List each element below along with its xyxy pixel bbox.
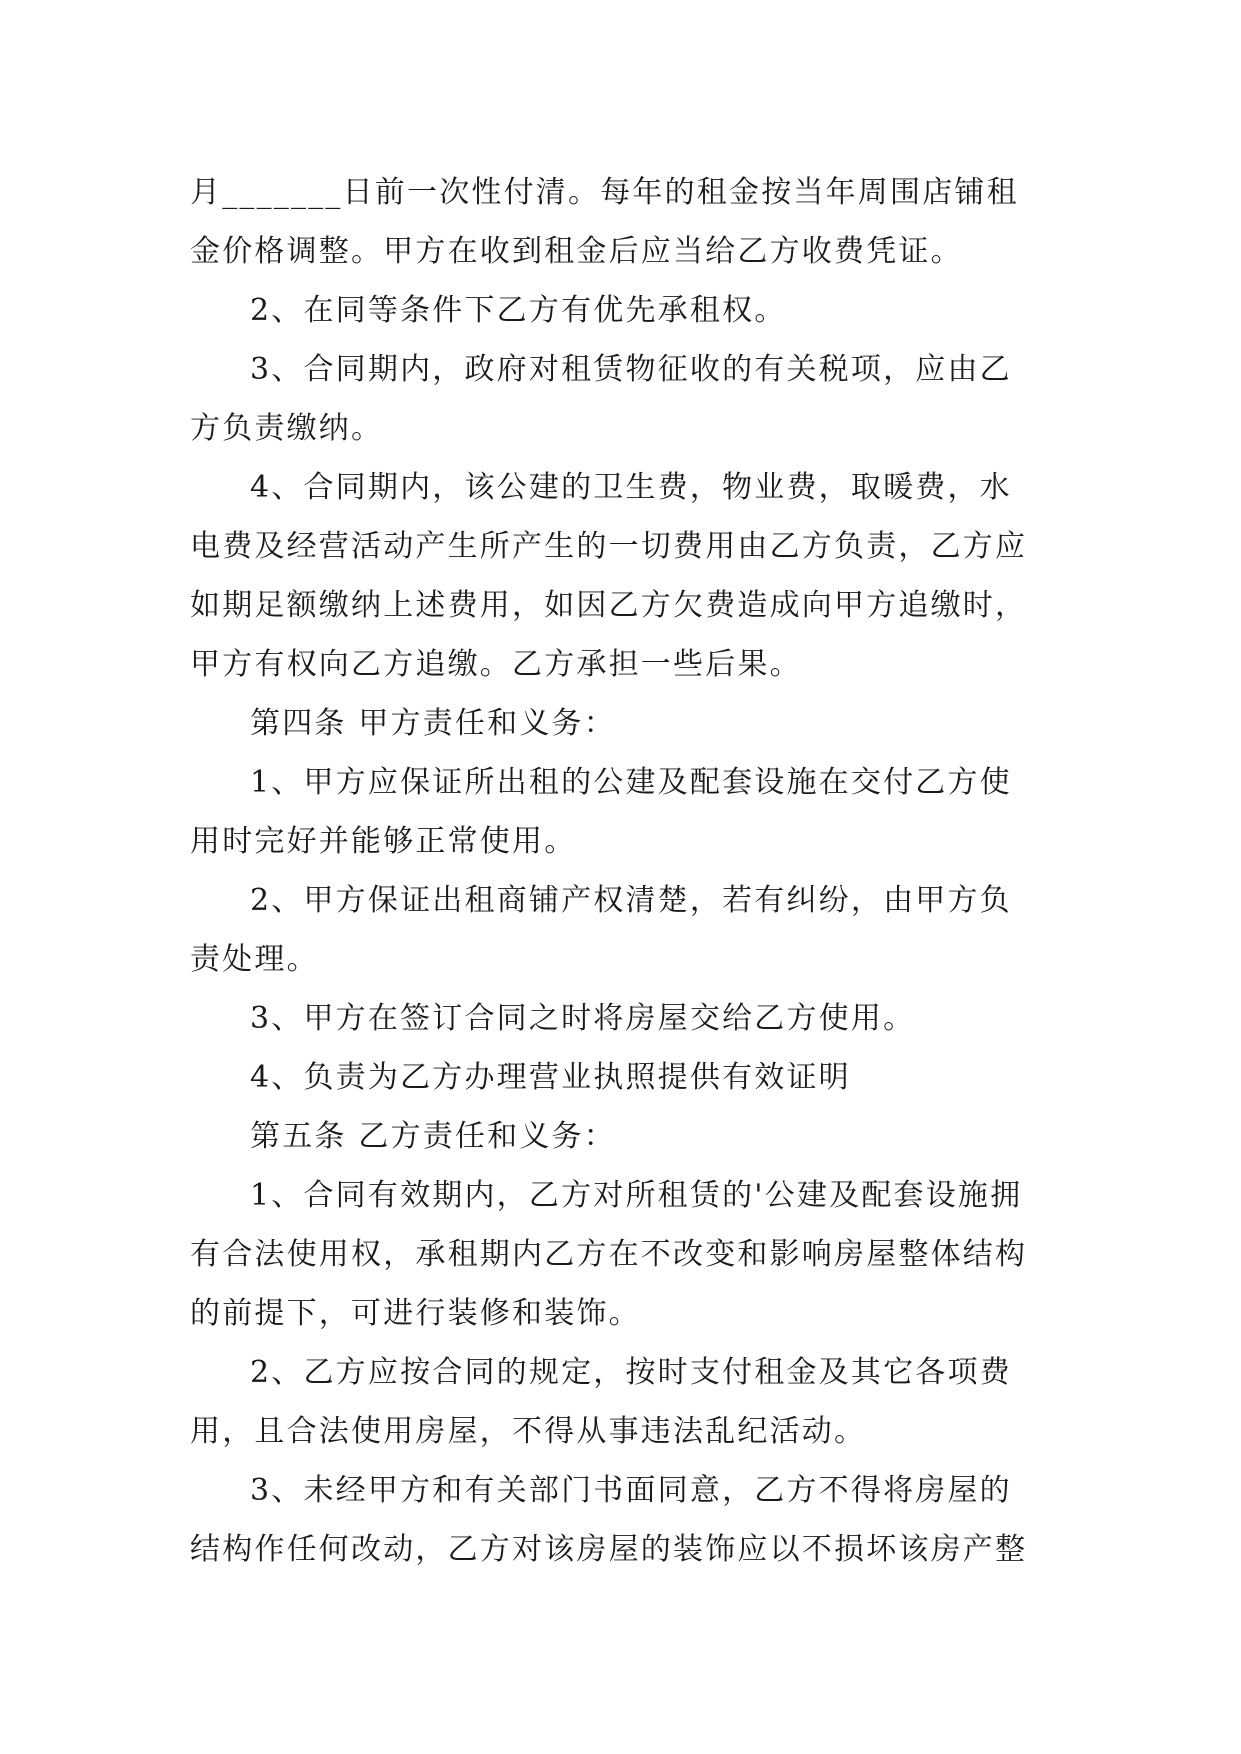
text-line: 结构作任何改动，乙方对该房屋的装饰应以不损坏该房产整: [190, 1532, 1028, 1567]
text-line: 1、甲方应保证所出租的公建及配套设施在交付乙方使: [250, 765, 1012, 800]
text-line: 责处理。: [190, 942, 319, 977]
text-line: 4、负责为乙方办理营业执照提供有效证明: [250, 1060, 851, 1095]
text-line: 3、未经甲方和有关部门书面同意，乙方不得将房屋的: [250, 1473, 1012, 1508]
text-line: 月_______日前一次性付清。每年的租金按当年周围店铺租: [190, 175, 1019, 210]
text-line: 2、甲方保证出租商铺产权清楚，若有纠纷，由甲方负: [250, 883, 1012, 918]
text-line: 2、在同等条件下乙方有优先承租权。: [250, 293, 787, 328]
section-heading: 第四条 甲方责任和义务：: [250, 706, 616, 741]
text-line: 金价格调整。甲方在收到租金后应当给乙方收费凭证。: [190, 234, 963, 269]
text-line: 如期足额缴纳上述费用，如因乙方欠费造成向甲方追缴时，: [190, 588, 1028, 623]
text-line: 1、合同有效期内，乙方对所租赁的'公建及配套设施拥: [250, 1178, 1023, 1213]
text-line: 2、乙方应按合同的规定，按时支付租金及其它各项费: [250, 1355, 1012, 1390]
text-line: 甲方有权向乙方追缴。乙方承担一些后果。: [190, 647, 802, 682]
text-line: 有合法使用权，承租期内乙方在不改变和影响房屋整体结构: [190, 1237, 1028, 1272]
document-body: [190, 163, 1070, 1579]
text-line: 3、甲方在签订合同之时将房屋交给乙方使用。: [250, 1001, 916, 1036]
section-heading: 第五条 乙方责任和义务：: [250, 1119, 616, 1154]
text-line: 电费及经营活动产生所产生的一切费用由乙方负责，乙方应: [190, 529, 1028, 564]
text-line: 的前提下，可进行装修和装饰。: [190, 1296, 641, 1331]
text-line: 方负责缴纳。: [190, 411, 384, 446]
text-line: 4、合同期内，该公建的卫生费，物业费，取暖费，水: [250, 470, 1012, 505]
text-line: 用时完好并能够正常使用。: [190, 824, 577, 859]
text-line: 3、合同期内，政府对租赁物征收的有关税项，应由乙: [250, 352, 1012, 387]
text-line: 用，且合法使用房屋，不得从事违法乱纪活动。: [190, 1414, 867, 1449]
